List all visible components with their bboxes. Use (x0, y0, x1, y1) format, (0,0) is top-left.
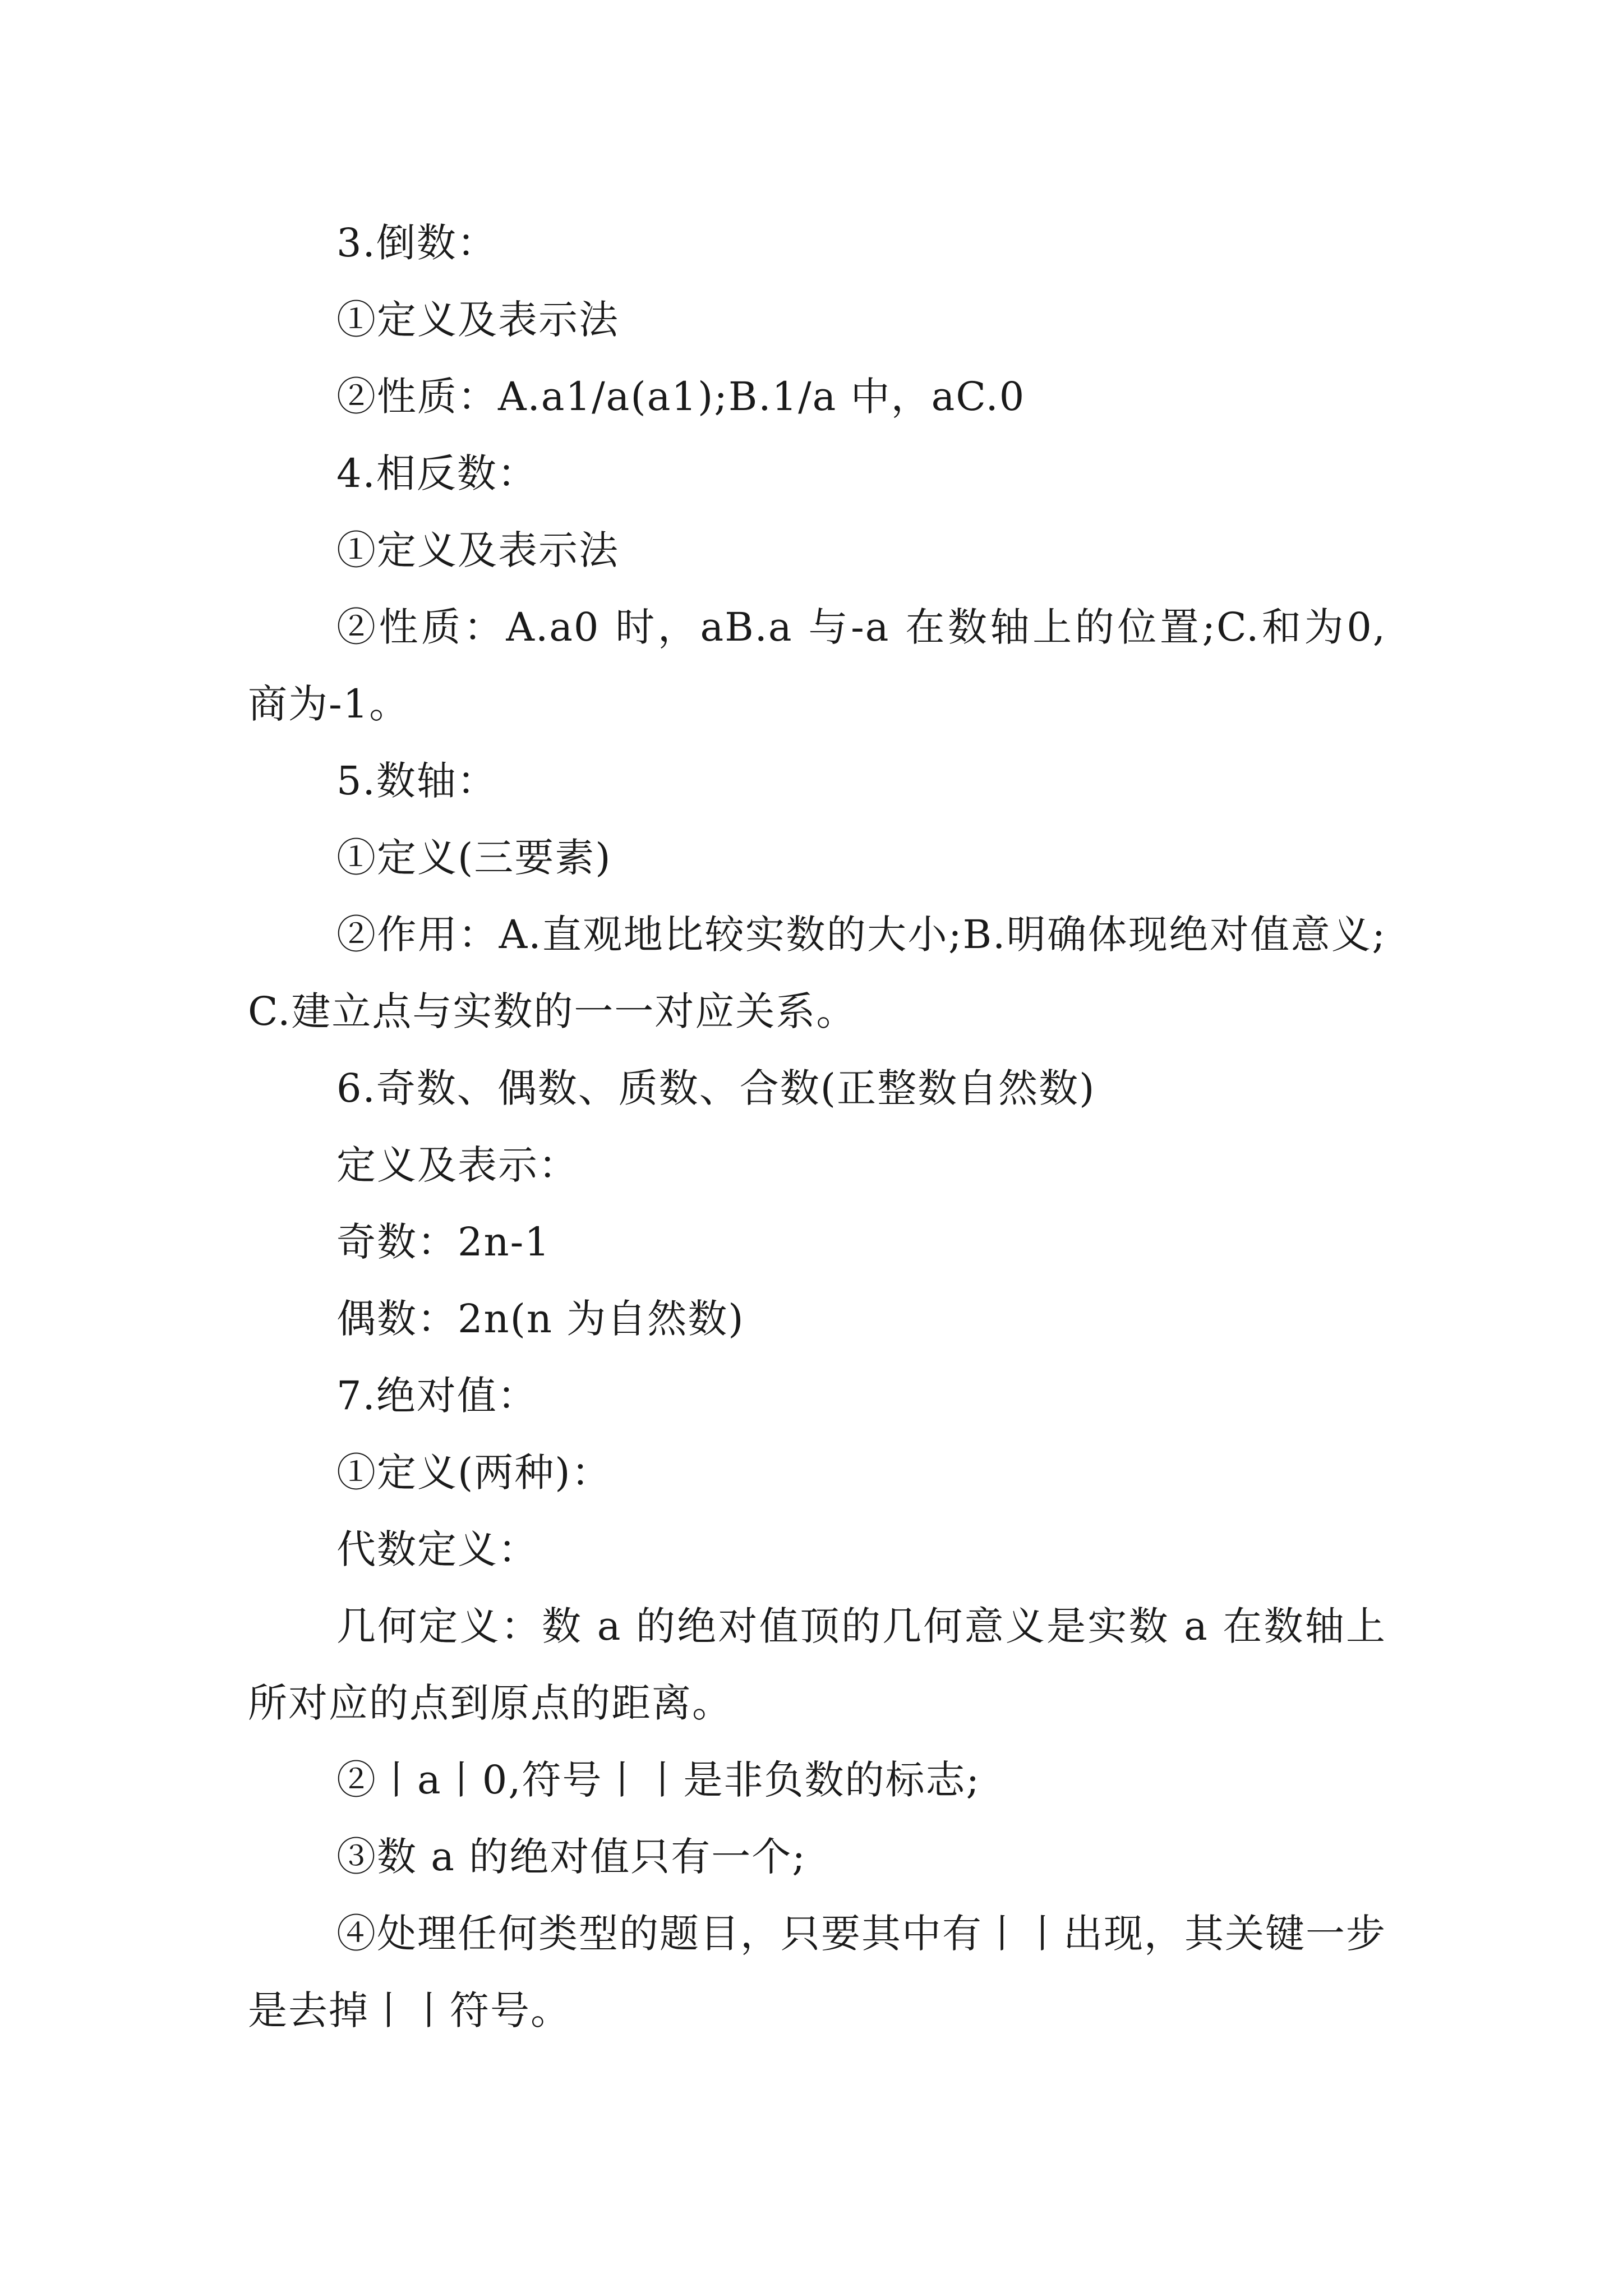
paragraph: 定义及表示： (336, 1142, 579, 1188)
paragraph: ④处理任何类型的题目，只要其中有丨丨出现，其关键一步是去掉丨丨符号。 (248, 1911, 1386, 2033)
paragraph: ①定义(两种)： (336, 1450, 612, 1496)
paragraph: ②性质：A.a0 时，aB.a 与-a 在数轴上的位置;C.和为0,商为-1。 (248, 604, 1386, 727)
heading-number-line: 5.数轴： (336, 758, 497, 804)
paragraph: ①定义及表示法 (336, 297, 619, 343)
paragraph: ②作用：A.直观地比较实数的大小;B.明确体现绝对值意义;C.建立点与实数的一一对应关系。 (248, 912, 1386, 1034)
paragraph: ②性质：A.a1/a(a1);B.1/a 中，aC.0 (336, 374, 1026, 420)
heading-reciprocal: 3.倒数： (336, 220, 497, 266)
paragraph: ①定义(三要素) (336, 835, 612, 881)
paragraph: 偶数：2n(n 为自然数) (336, 1296, 745, 1342)
document-body (248, 205, 1386, 2049)
paragraph: ③数 a 的绝对值只有一个; (336, 1834, 806, 1880)
paragraph: 奇数：2n-1 (336, 1219, 551, 1265)
paragraph: ①定义及表示法 (336, 527, 619, 573)
heading-odd-even-prime: 6.奇数、偶数、质数、合数(正整数自然数) (336, 1065, 1096, 1111)
paragraph: 代数定义： (336, 1526, 538, 1572)
paragraph: 几何定义：数 a 的绝对值顶的几何意义是实数 a 在数轴上所对应的点到原点的距离。 (248, 1603, 1386, 1726)
paragraph: ②丨a丨0,符号丨丨是非负数的标志; (336, 1757, 981, 1803)
heading-absolute-value: 7.绝对值： (336, 1373, 538, 1419)
heading-opposite-number: 4.相反数： (336, 450, 538, 496)
